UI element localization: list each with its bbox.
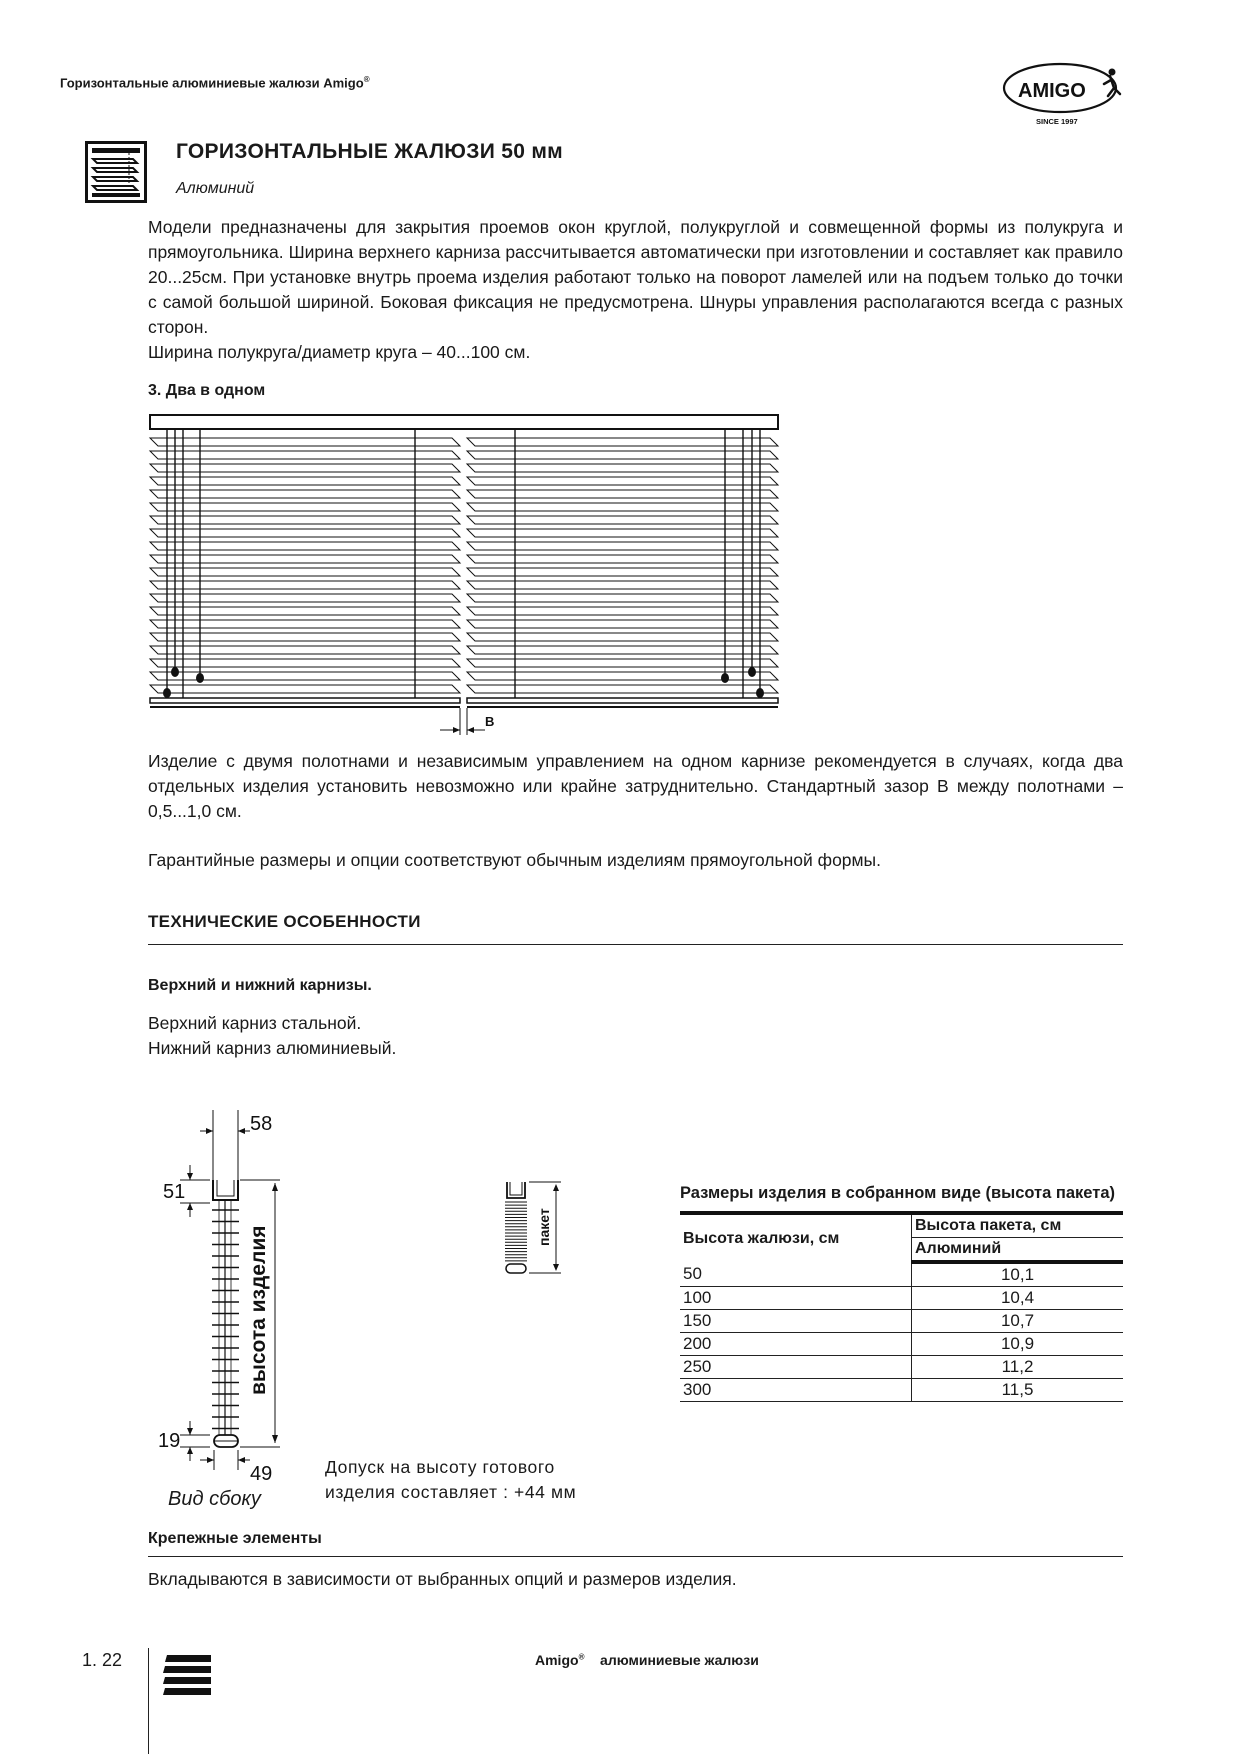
blind-slat	[150, 659, 460, 667]
dim-bottom-height: 19	[158, 1430, 181, 1452]
blind-slat	[467, 464, 778, 472]
cell-blind-height: 200	[680, 1333, 912, 1356]
footer-brand	[535, 1652, 759, 1668]
footer-product: алюминиевые жалюзи	[600, 1652, 759, 1668]
amigo-logo	[1000, 58, 1130, 130]
table-row	[680, 1379, 1123, 1402]
section-title: ГОРИЗОНТАЛЬНЫЕ ЖАЛЮЗИ 50 мм	[176, 140, 564, 163]
logo-brand-text: AMIGO	[1018, 80, 1086, 102]
height-label: высота изделия	[247, 1225, 270, 1395]
table-row	[680, 1262, 1123, 1287]
pack-label: пакет	[536, 1208, 552, 1246]
blind-slat	[150, 568, 460, 576]
fasteners-text: Вкладываются в зависимости от выбранных опций и размеров изделия.	[148, 1569, 737, 1589]
cell-pack-height: 10,4	[912, 1287, 1124, 1310]
blind-slat	[150, 620, 460, 628]
blind-slat	[150, 464, 460, 472]
table-row	[680, 1310, 1123, 1333]
cell-blind-height: 250	[680, 1356, 912, 1379]
blind-slat	[150, 503, 460, 511]
blind-slat	[150, 581, 460, 589]
two-in-one-blind-diagram	[145, 410, 780, 740]
blind-slat	[467, 529, 778, 537]
table-row	[680, 1287, 1123, 1310]
blind-slat	[150, 490, 460, 498]
blind-slat	[467, 581, 778, 589]
cell-blind-height: 150	[680, 1310, 912, 1333]
blinds-section-icon	[85, 141, 147, 203]
tolerance-line-2: изделия составляет : +44 мм	[325, 1482, 577, 1502]
table-row	[680, 1356, 1123, 1379]
intro-paragraph: Модели предназначены для закрытия проемов окон круглой, полукруглой и совмещенной формы из полукруга и прямоугольника. Ширина верхнего карниза рассчитывается автоматически при изготовлении и составляет как правило 20...25см. При установке внутрь проема изделия работают только на поворот ламелей или на подъем только до точки с самой большой шириной. Боковая фиксация не предусмотрена. Шнуры управления располагаются всегда с разных сторон.	[148, 217, 1123, 337]
tech-features-divider	[148, 944, 1123, 945]
blind-slat	[150, 646, 460, 654]
cell-pack-height: 11,5	[912, 1379, 1124, 1402]
side-view-caption: Вид сбоку	[168, 1488, 261, 1510]
side-view-diagram	[150, 1105, 310, 1525]
description-paragraph: Изделие с двумя полотнами и независимым управлением на одном карнизе рекомендуется в случаях, когда два отдельных изделия установить невозможно или крайне затруднительно. Стандартный зазор В между полотнами – 0,5...1,0 см.	[148, 751, 1123, 821]
cell-pack-height: 10,9	[912, 1333, 1124, 1356]
dim-bottom-width: 49	[250, 1463, 273, 1485]
blind-slat	[467, 568, 778, 576]
cell-pack-height: 11,2	[912, 1356, 1124, 1379]
col-pack-subheader: Алюминий	[912, 1238, 1124, 1263]
top-cornice-text: Верхний карниз стальной.	[148, 1013, 362, 1033]
blind-slat	[150, 607, 460, 615]
blind-slat	[467, 451, 778, 459]
dim-top-height: 51	[163, 1181, 186, 1203]
footer-brand-reg: ®	[578, 1652, 585, 1662]
running-header	[60, 75, 370, 90]
pack-height-diagram	[495, 1180, 585, 1285]
fasteners-title: Крепежные элементы	[148, 1530, 322, 1547]
tolerance-line-1: Допуск на высоту готового	[325, 1457, 555, 1477]
blind-slat	[467, 646, 778, 654]
col-pack-header: Высота пакета, см	[912, 1213, 1124, 1238]
footer-divider	[148, 1648, 149, 1754]
blind-slat	[467, 594, 778, 602]
footer-brand-name: Amigo	[535, 1652, 579, 1668]
blind-slat	[150, 542, 460, 550]
blind-slat	[467, 672, 778, 680]
col-height-header: Высота жалюзи, см	[680, 1213, 912, 1262]
blind-slat	[150, 633, 460, 641]
intro-text	[148, 215, 1123, 365]
cell-blind-height: 100	[680, 1287, 912, 1310]
blind-slat	[150, 477, 460, 485]
blind-slat	[467, 659, 778, 667]
blind-slat	[150, 516, 460, 524]
blind-slat	[150, 451, 460, 459]
cell-pack-height: 10,1	[912, 1262, 1124, 1287]
blind-slat	[467, 438, 778, 446]
two-in-one-title: 3. Два в одном	[148, 382, 266, 399]
size-table-title: Размеры изделия в собранном виде (высота пакета)	[680, 1184, 1115, 1202]
running-header-reg: ®	[363, 75, 370, 84]
intro-width-line: Ширина полукруга/диаметр круга – 40...100 см.	[148, 342, 531, 362]
size-table	[680, 1211, 1123, 1402]
blind-slat	[467, 685, 778, 693]
blinds-footer-icon	[163, 1653, 215, 1701]
blind-slat	[467, 633, 778, 641]
warranty-text: Гарантийные размеры и опции соответствуют обычным изделиям прямоугольной формы.	[148, 850, 882, 870]
page-number: 1. 22	[82, 1650, 123, 1670]
bottom-cornice-text: Нижний карниз алюминиевый.	[148, 1038, 397, 1058]
cell-blind-height: 300	[680, 1379, 912, 1402]
blind-slat	[467, 620, 778, 628]
blind-slat	[467, 516, 778, 524]
blind-slat	[150, 555, 460, 563]
tech-features-title: ТЕХНИЧЕСКИЕ ОСОБЕННОСТИ	[148, 912, 421, 931]
blind-slat	[467, 542, 778, 550]
cell-pack-height: 10,7	[912, 1310, 1124, 1333]
tolerance-note	[325, 1455, 576, 1505]
section-subtitle: Алюминий	[176, 180, 255, 197]
blind-slat	[150, 685, 460, 693]
blind-slat	[467, 607, 778, 615]
table-row	[680, 1333, 1123, 1356]
blind-slat	[150, 594, 460, 602]
fasteners-divider	[148, 1556, 1123, 1557]
logo-since-text: SINCE 1997	[1036, 117, 1078, 126]
cell-blind-height: 50	[680, 1262, 912, 1287]
blind-slat	[150, 438, 460, 446]
blind-slat	[467, 477, 778, 485]
blind-slat	[467, 503, 778, 511]
cornices-text	[148, 1011, 396, 1061]
blind-slat	[467, 490, 778, 498]
blind-slat	[467, 555, 778, 563]
gap-label: B	[485, 714, 495, 729]
blind-slat	[150, 529, 460, 537]
dim-top-width: 58	[250, 1113, 273, 1135]
running-header-text: Горизонтальные алюминиевые жалюзи Amigo	[60, 75, 364, 91]
cornices-title: Верхний и нижний карнизы.	[148, 977, 372, 994]
